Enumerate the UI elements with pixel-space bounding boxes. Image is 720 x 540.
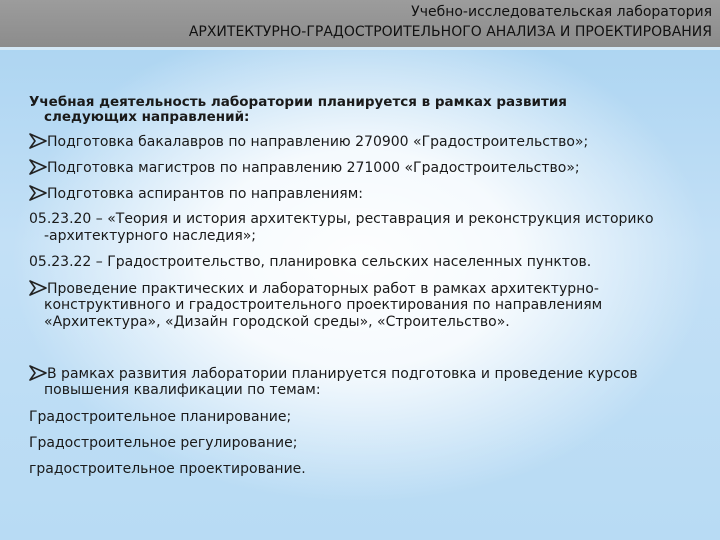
practice-line3: «Архитектура», «Дизайн городской среды», «Строительство». xyxy=(44,314,510,330)
specialty-1-line2: -архитектурного наследия»; xyxy=(44,228,257,244)
bullet-bachelors-text: Подготовка бакалавров по направлению 270900 «Градостроительство»; xyxy=(47,134,589,150)
bullet-masters xyxy=(29,159,580,177)
header-title-line2: АРХИТЕКТУРНО-ГРАДОСТРОИТЕЛЬНОГО АНАЛИЗА И ПРОЕКТИРОВАНИЯ xyxy=(188,24,712,40)
topic-item: Градостроительное планирование; xyxy=(29,409,292,425)
arrow-check-icon xyxy=(29,365,47,381)
intro-line2: следующих направлений: xyxy=(44,109,250,125)
topic-item: градостроительное проектирование. xyxy=(29,461,306,477)
arrow-check-icon xyxy=(29,133,47,149)
bullet-bachelors xyxy=(29,133,588,151)
bullet-postgrad xyxy=(29,185,363,203)
bullet-masters-text: Подготовка магистров по направлению 271000 «Градостроительство»; xyxy=(47,160,580,176)
intro-line1: Учебная деятельность лаборатории планируется в рамках развития xyxy=(29,94,567,110)
bullet-practice xyxy=(29,280,599,298)
bullet-postgrad-text: Подготовка аспирантов по направлениям: xyxy=(47,186,364,202)
header-title-line1: Учебно-исследовательская лаборатория xyxy=(411,4,712,20)
arrow-check-icon xyxy=(29,185,47,201)
practice-line2: конструктивного и градостроительного проектирования по направлениям xyxy=(44,297,603,313)
courses-line2: повышения квалификации по темам: xyxy=(44,382,321,398)
bullet-practice-text: Проведение практических и лабораторных работ в рамках архитектурно- xyxy=(47,281,599,297)
bullet-courses xyxy=(29,365,638,383)
specialty-2-line1: 05.23.22 – Градостроительство, планировка сельских населенных пунктов. xyxy=(29,254,592,270)
specialty-1-line1: 05.23.20 – «Теория и история архитектуры, реставрация и реконструкция историко xyxy=(29,211,654,227)
arrow-check-icon xyxy=(29,159,47,175)
bullet-courses-text: В рамках развития лаборатории планируется подготовка и проведение курсов xyxy=(47,366,638,382)
topic-item: Градостроительное регулирование; xyxy=(29,435,298,451)
arrow-check-icon xyxy=(29,280,47,296)
